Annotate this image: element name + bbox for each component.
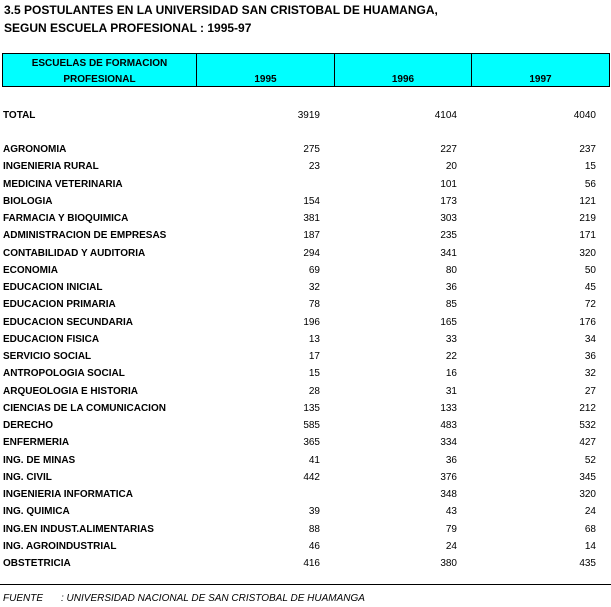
row-value-1995: 442	[303, 471, 320, 483]
row-value-1997: 34	[584, 333, 596, 345]
table-title-line-1: 3.5 POSTULANTES EN LA UNIVERSIDAD SAN CRISTOBAL DE HUAMANGA,	[4, 3, 438, 17]
row-value-1996: 80	[445, 264, 457, 276]
total-label: TOTAL	[3, 110, 36, 121]
row-label: ECONOMIA	[3, 264, 58, 276]
row-value-1996: 33	[445, 333, 457, 345]
row-value-1995: 17	[308, 351, 320, 362]
row-value-1995: 88	[308, 523, 320, 535]
row-value-1996: 165	[440, 316, 457, 328]
row-value-1997: 237	[579, 144, 596, 155]
row-label: INGENIERIA RURAL	[3, 161, 99, 173]
row-value-1996: 24	[445, 540, 457, 552]
row-value-1996: 36	[445, 282, 457, 293]
row-value-1996: 16	[445, 368, 457, 380]
row-value-1995: 135	[303, 402, 320, 414]
row-value-1997: 24	[584, 506, 596, 518]
row-value-1997: 320	[579, 247, 596, 259]
source-footer	[3, 593, 365, 604]
row-value-1995: 187	[303, 230, 320, 242]
header-1995-label: 1995	[254, 74, 277, 85]
row-value-1995: 365	[303, 437, 320, 449]
header-1995-cell	[196, 53, 335, 87]
table-row	[0, 161, 611, 175]
table-row	[0, 489, 611, 503]
row-value-1996: 173	[440, 195, 457, 207]
row-label: ING. QUIMICA	[3, 506, 70, 518]
row-value-1997: 45	[584, 282, 596, 293]
row-label: ING. CIVIL	[3, 471, 52, 483]
row-value-1997: 345	[579, 471, 596, 483]
row-value-1996: 376	[440, 471, 457, 483]
table-row	[0, 541, 611, 555]
row-value-1997: 50	[584, 264, 596, 276]
table-row	[0, 230, 611, 244]
row-value-1996: 31	[445, 385, 457, 397]
row-value-1997: 121	[579, 195, 596, 207]
table-row	[0, 265, 611, 279]
table-row	[0, 196, 611, 210]
header-1997-label: 1997	[529, 74, 552, 85]
table-row	[0, 437, 611, 451]
row-value-1995: 275	[303, 144, 320, 155]
table-row	[0, 455, 611, 469]
row-value-1996: 227	[440, 144, 457, 155]
row-value-1996: 303	[440, 213, 457, 224]
row-value-1997: 171	[579, 230, 596, 242]
row-value-1995: 381	[303, 213, 320, 224]
header-1996-cell	[334, 53, 472, 87]
table-row	[0, 368, 611, 382]
footer-text: : UNIVERSIDAD NACIONAL DE SAN CRISTOBAL DE HUAMANGA	[61, 593, 365, 604]
row-value-1995: 23	[308, 161, 320, 173]
row-label: CIENCIAS DE LA COMUNICACION	[3, 402, 166, 414]
row-value-1996: 85	[445, 299, 457, 311]
row-value-1997: 219	[579, 213, 596, 224]
row-value-1997: 176	[579, 316, 596, 328]
row-value-1995: 15	[308, 368, 320, 380]
table-row	[0, 506, 611, 520]
row-value-1995: 13	[308, 333, 320, 345]
table-row	[0, 144, 611, 158]
table-row	[0, 558, 611, 572]
table-row	[0, 317, 611, 331]
row-value-1996: 235	[440, 230, 457, 242]
row-value-1997: 532	[579, 420, 596, 431]
row-value-1997: 427	[579, 437, 596, 449]
row-value-1996: 341	[440, 247, 457, 259]
row-value-1996: 101	[440, 178, 457, 190]
row-label: EDUCACION SECUNDARIA	[3, 316, 134, 328]
row-label: ING.EN INDUST.ALIMENTARIAS	[3, 523, 154, 535]
row-value-1995: 154	[303, 195, 320, 207]
header-escuelas-cell	[2, 53, 197, 87]
table-row	[0, 179, 611, 193]
row-label: MEDICINA VETERINARIA	[3, 178, 123, 190]
table-title-line-2: SEGUN ESCUELA PROFESIONAL : 1995-97	[4, 21, 252, 35]
row-label: AGRONOMIA	[3, 144, 67, 155]
row-value-1996: 22	[445, 351, 457, 362]
header-1996-label: 1996	[391, 74, 415, 85]
row-label: FARMACIA Y BIOQUIMICA	[3, 213, 129, 224]
row-label: BIOLOGIA	[3, 195, 53, 207]
table-row	[0, 299, 611, 313]
row-value-1997: 320	[579, 489, 596, 500]
row-value-1996: 348	[440, 489, 457, 500]
row-label: ARQUEOLOGIA E HISTORIA	[3, 385, 139, 397]
row-value-1997: 56	[584, 178, 596, 190]
row-label: OBSTETRICIA	[3, 558, 71, 569]
row-value-1996: 133	[440, 402, 457, 414]
row-label: ENFERMERIA	[3, 437, 70, 449]
row-value-1995: 32	[308, 282, 320, 293]
footer-label: FUENTE	[3, 593, 43, 604]
row-label: INGENIERIA INFORMATICA	[3, 489, 133, 500]
row-value-1997: 27	[584, 385, 596, 397]
bottom-divider	[0, 584, 611, 585]
row-label: ING. AGROINDUSTRIAL	[3, 540, 117, 552]
table-row	[0, 524, 611, 538]
table-row	[0, 334, 611, 348]
row-value-1995: 78	[308, 299, 320, 311]
row-value-1997: 212	[579, 402, 596, 414]
row-label: ANTROPOLOGIA SOCIAL	[3, 368, 125, 380]
row-value-1996: 483	[440, 420, 457, 431]
row-value-1997: 32	[584, 368, 596, 380]
row-value-1995: 69	[308, 264, 320, 276]
row-label: SERVICIO SOCIAL	[3, 351, 92, 362]
row-label: EDUCACION INICIAL	[3, 282, 103, 293]
row-label: ADMINISTRACION DE EMPRESAS	[3, 230, 167, 242]
row-value-1997: 72	[584, 299, 596, 311]
table-row	[0, 351, 611, 365]
row-value-1997: 68	[584, 523, 596, 535]
row-label: CONTABILIDAD Y AUDITORIA	[3, 247, 146, 259]
row-value-1997: 14	[584, 540, 596, 552]
row-value-1995: 39	[308, 506, 320, 518]
total-1997: 4040	[573, 110, 596, 121]
row-value-1995: 416	[303, 558, 320, 569]
row-value-1995: 294	[303, 247, 320, 259]
total-1996: 4104	[434, 110, 457, 121]
row-value-1995: 585	[303, 420, 320, 431]
table-row	[0, 213, 611, 227]
row-value-1996: 334	[440, 437, 457, 449]
table-row	[0, 282, 611, 296]
row-value-1996: 380	[440, 558, 457, 569]
table-row	[0, 386, 611, 400]
table-row	[0, 472, 611, 486]
row-label: ING. DE MINAS	[3, 454, 76, 466]
row-label: EDUCACION FISICA	[3, 333, 100, 345]
row-value-1997: 52	[584, 454, 596, 466]
header-1997-cell	[471, 53, 610, 87]
header-escuelas-line-2: PROFESIONAL	[63, 74, 136, 85]
row-value-1995: 196	[303, 316, 320, 328]
row-value-1996: 36	[445, 454, 457, 466]
row-label: DERECHO	[3, 420, 54, 431]
row-value-1997: 15	[584, 161, 596, 173]
row-value-1997: 435	[579, 558, 596, 569]
table-row	[0, 420, 611, 434]
row-value-1996: 79	[445, 523, 457, 535]
table-row	[0, 403, 611, 417]
total-row	[0, 110, 611, 124]
row-value-1996: 43	[445, 506, 457, 518]
row-value-1997: 36	[584, 351, 596, 362]
row-value-1995: 28	[308, 385, 320, 397]
total-1995: 3919	[297, 110, 320, 121]
header-escuelas-line-1: ESCUELAS DE FORMACION	[31, 58, 168, 69]
row-value-1996: 20	[445, 161, 457, 173]
row-value-1995: 46	[308, 540, 320, 552]
row-label: EDUCACION PRIMARIA	[3, 299, 116, 311]
row-value-1995: 41	[308, 454, 320, 466]
table-row	[0, 248, 611, 262]
